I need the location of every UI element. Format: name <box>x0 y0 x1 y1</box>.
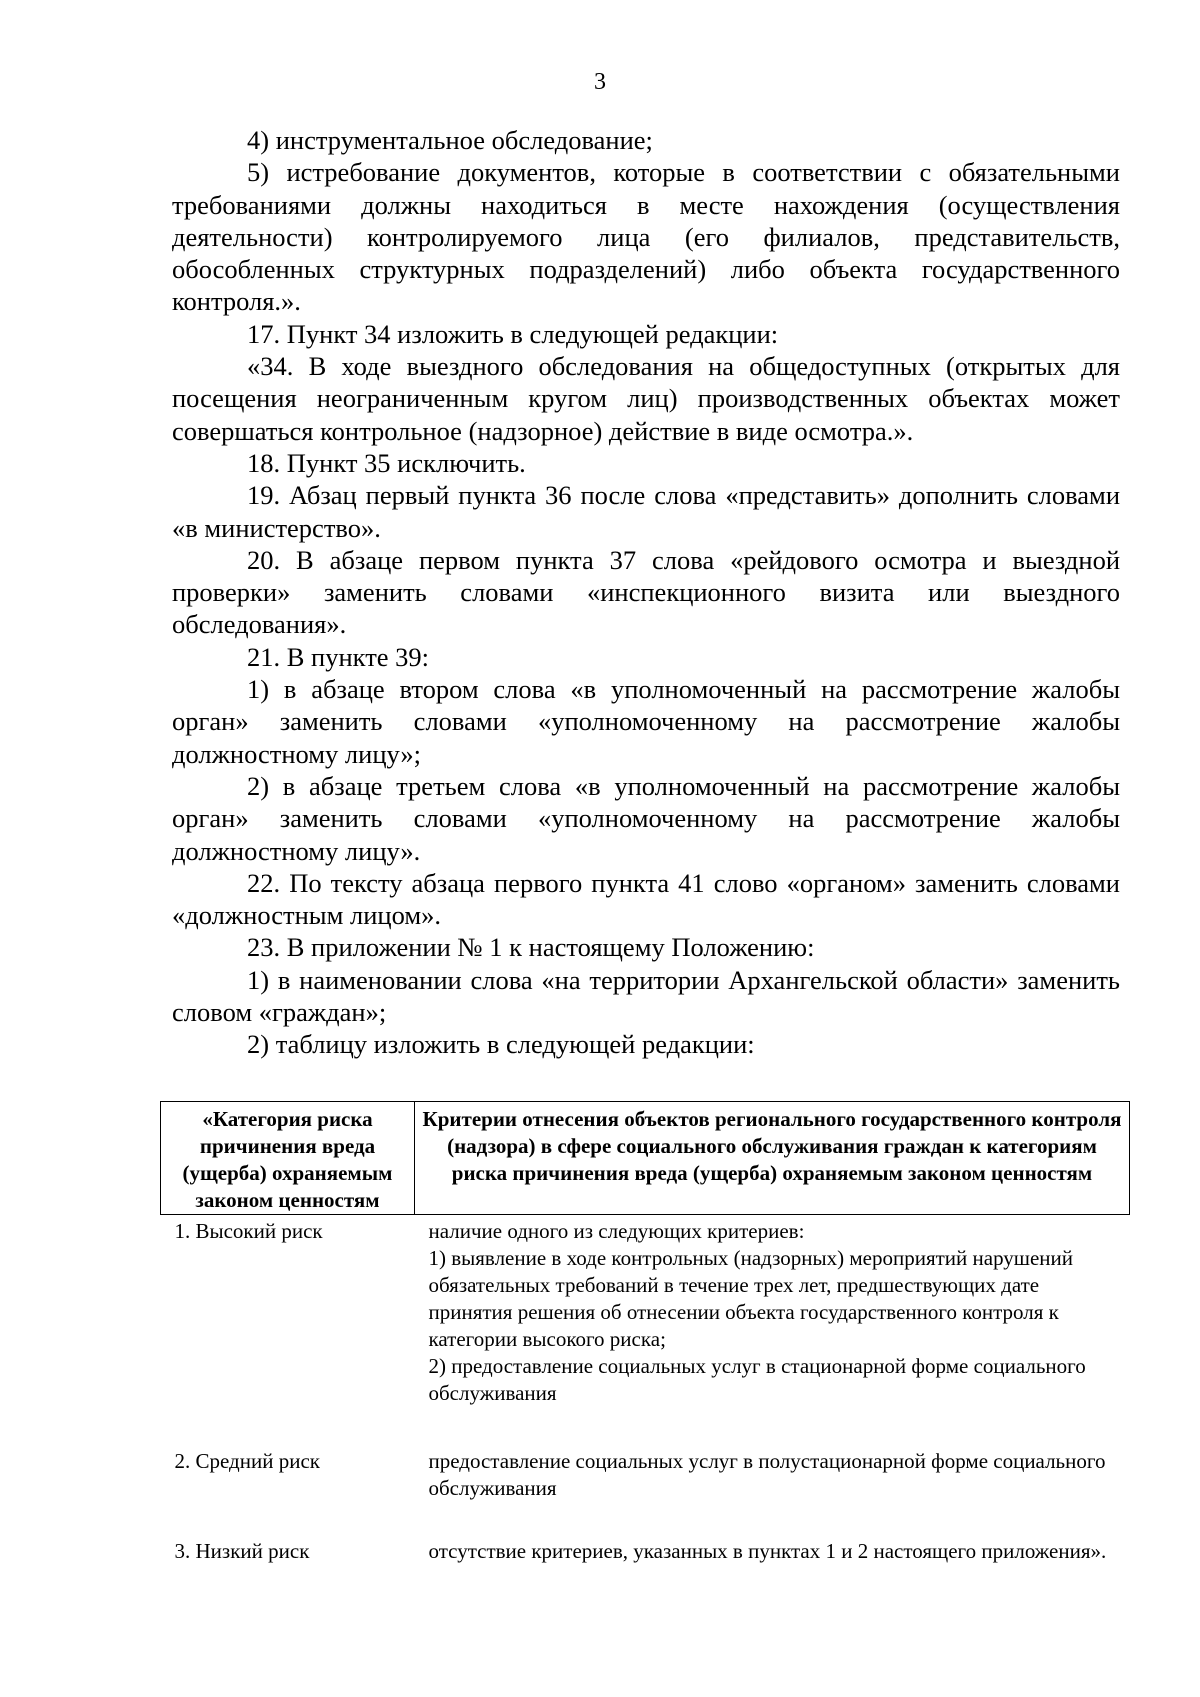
risk-criteria-medium <box>415 1445 1130 1535</box>
paragraph-clause-18: 18. Пункт 35 исключить. <box>247 447 526 478</box>
risk-category-high: 1. Высокий риск <box>174 1219 323 1243</box>
criteria-line: 1) выявление в ходе контрольных (надзорных) мероприятий нарушений обязательных требований в течение трех лет, предшествующих дате принятия решения об отнесении объекта государственного контроля к категории высокого риска; <box>428 1246 1074 1351</box>
paragraph-clause-17: 17. Пункт 34 изложить в следующей редакции: <box>247 318 779 349</box>
risk-criteria-low <box>415 1535 1130 1565</box>
document-body <box>172 124 1120 1061</box>
paragraph-clause-22: 22. По тексту абзаца первого пункта 41 слово «органом» заменить словами «должностным лицом». <box>172 867 1120 931</box>
criteria-line: 2) предоставление социальных услуг в стационарной форме социального обслуживания <box>428 1354 1086 1405</box>
paragraph-clause-21-item-1: 1) в абзаце втором слова «в уполномоченный на рассмотрение жалобы орган» заменить словами «уполномоченному на рассмотрение жалобы должностному лицу»; <box>172 674 1120 769</box>
page-number: 3 <box>594 69 606 95</box>
risk-criteria-high <box>415 1215 1130 1446</box>
criteria-line: отсутствие критериев, указанных в пунктах 1 и 2 настоящего приложения». <box>428 1539 1107 1563</box>
table-row <box>161 1215 1130 1446</box>
paragraph-quote-34: «34. В ходе выездного обследования на общедоступных (открытых для посещения неограниченным кругом лиц) производственных объектах может совершаться контрольное (надзорное) действие в виде осмотра.». <box>172 351 1120 446</box>
risk-category-medium: 2. Средний риск <box>174 1449 320 1473</box>
table-row <box>161 1445 1130 1535</box>
table-header-row <box>161 1102 1130 1215</box>
table-header-category: «Категория риска причинения вреда (ущерба) охраняемым законом ценностям <box>161 1102 415 1215</box>
risk-category-low: 3. Низкий риск <box>174 1539 310 1563</box>
paragraph-clause-21: 21. В пункте 39: <box>247 641 430 672</box>
paragraph-clause-23-item-2: 2) таблицу изложить в следующей редакции: <box>247 1029 755 1060</box>
criteria-line: наличие одного из следующих критериев: <box>428 1219 805 1243</box>
paragraph-item-5: 5) истребование документов, которые в соответствии с обязательными требованиями должны находиться в месте нахождения (осуществления деятельности) контролируемого лица (его филиалов, представительств, обособленных структурных подразделений) либо объекта государственного контроля.». <box>172 157 1120 317</box>
paragraph-clause-23: 23. В приложении № 1 к настоящему Положению: <box>247 932 815 963</box>
paragraph-clause-20: 20. В абзаце первом пункта 37 слова «рейдового осмотра и выездной проверки» заменить словами «инспекционного визита или выездного обследования». <box>172 544 1120 640</box>
table-header-criteria: Критерии отнесения объектов регионального государственного контроля (надзора) в сфере социального обслуживания граждан к категориям риска причинения вреда (ущерба) охраняемым законом ценностям <box>415 1102 1130 1215</box>
criteria-line: предоставление социальных услуг в полустационарной форме социального обслуживания <box>428 1449 1106 1500</box>
paragraph-clause-21-item-2: 2) в абзаце третьем слова «в уполномоченный на рассмотрение жалобы орган» заменить словами «уполномоченному на рассмотрение жалобы должностному лицу». <box>172 770 1120 866</box>
risk-category-table <box>160 1101 1130 1565</box>
table-row <box>161 1535 1130 1565</box>
paragraph-item-4: 4) инструментальное обследование; <box>247 125 653 155</box>
paragraph-clause-23-item-1: 1) в наименовании слова «на территории Архангельской области» заменить словом «граждан»; <box>172 964 1120 1028</box>
paragraph-clause-19: 19. Абзац первый пункта 36 после слова «представить» дополнить словами «в министерство». <box>172 480 1120 543</box>
